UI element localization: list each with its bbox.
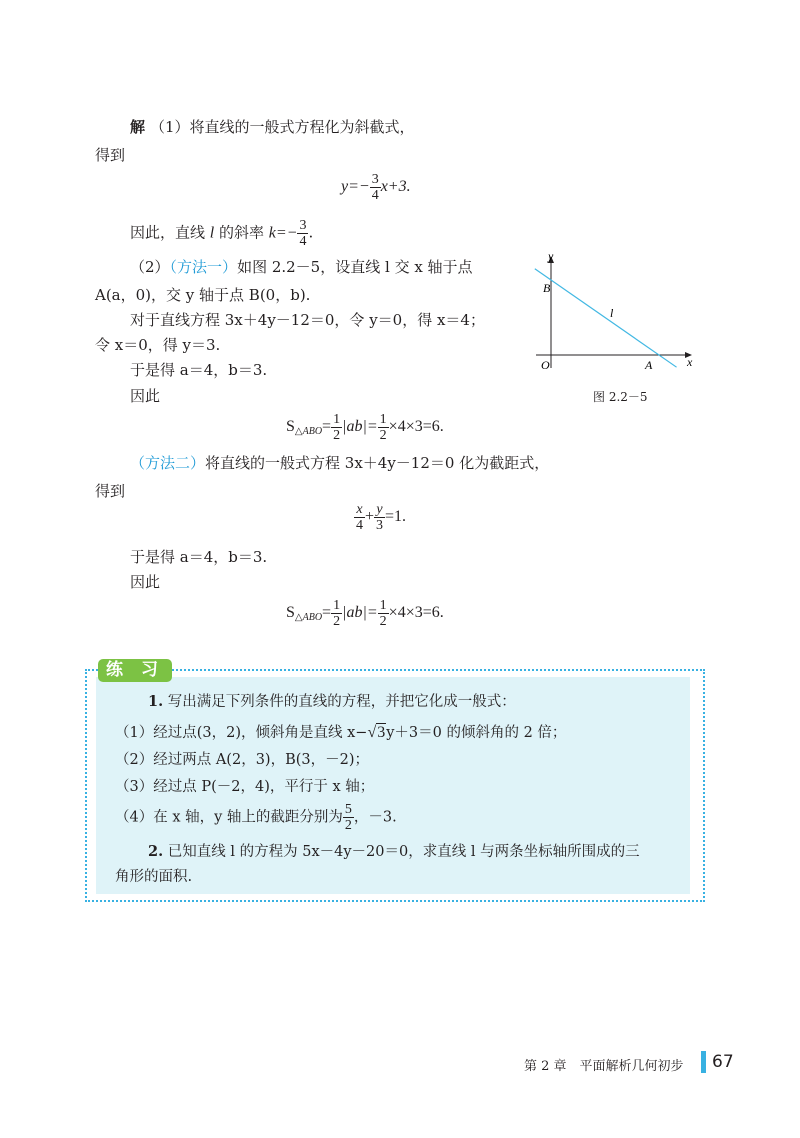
x-axis-label: x (687, 355, 693, 369)
solution-label: 解 (130, 118, 146, 136)
part2-line6: 因此 (130, 387, 161, 405)
area-equation-1: $S_{\triangle ABO}=$ $\frac{1}{2}$ |ab|= $\frac{1}{2}$ ×4×3=6. (286, 412, 444, 443)
exercise-q1-c: （3）经过点 P(－2，4)，平行于 x 轴； (115, 779, 375, 795)
method2-line4: 因此 (130, 573, 161, 591)
exercise-q2-line1: 2. 已知直线 l 的方程为 5x－4y－20＝0，求直线 l 与两条坐标轴所围成的三 (148, 843, 640, 860)
part2-line2: A(a，0)，交 y 轴于点 B(0，b). (95, 286, 311, 304)
part2-line4: 令 x＝0，得 y＝3. (95, 336, 221, 354)
point-a-label: A (645, 358, 653, 372)
figure-caption: 图 2.2－5 (593, 390, 648, 404)
origin-label: O (541, 358, 550, 372)
footer-divider (701, 1051, 706, 1073)
exercise-q1-b: （2）经过两点 A(2，3)，B(3，－2)； (115, 752, 369, 768)
exercise-tag: 练 习 (98, 659, 172, 682)
exercise-q1-d: （4）在 x 轴，y 轴上的截距分别为 $\frac{5}{2}$ ，－3. (115, 802, 397, 833)
method2-line3: 于是得 a＝4，b＝3. (130, 548, 268, 566)
part2-line1: （2）（方法一）如图 2.2－5，设直线 l 交 x 轴于点 (130, 258, 473, 276)
exercise-q1: 1. 写出满足下列条件的直线的方程，并把它化成一般式： (148, 693, 516, 710)
part2-line5: 于是得 a＝4，b＝3. (130, 361, 268, 379)
coordinate-figure (530, 250, 700, 410)
part2-line3: 对于直线方程 3x＋4y－12＝0，令 y＝0，得 x＝4； (130, 311, 485, 329)
page-number: 67 (712, 1052, 734, 1072)
method2-line1: （方法二）将直线的一般式方程 3x＋4y－12＝0 化为截距式， (130, 454, 550, 472)
slope-fraction: $\frac{3}{4}$ (299, 218, 307, 249)
y-axis-label: y (548, 250, 554, 263)
part1-line1: （1）将直线的一般式方程化为斜截式， (150, 118, 415, 136)
exercise-q2-line2: 角形的面积. (115, 869, 193, 885)
line-l-label: l (610, 306, 614, 320)
method1-label: （方法一） (169, 258, 238, 276)
part1-line2: 得到 (95, 146, 126, 164)
line-l (535, 269, 677, 367)
slope-intercept-equation: y=− $\frac{3}{4}$ x+3. (341, 172, 411, 203)
slope-statement: 因此，直线 l 的斜率 k=− $\frac{3}{4}$ . (130, 218, 314, 249)
exercise-q1-a: （1）经过点(3，2)，倾斜角是直线 x−√3y＋3＝0 的倾斜角的 2 倍； (115, 724, 567, 741)
method2-line2: 得到 (95, 482, 126, 500)
chapter-footer: 第 2 章 平面解析几何初步 (524, 1059, 684, 1074)
point-b-label: B (543, 281, 551, 295)
fraction-3-4: $\frac{3}{4}$ (371, 172, 379, 203)
intercept-equation: $\frac{x}{4}$ + $\frac{y}{3}$ =1. (356, 502, 407, 533)
area-equation-2: $S_{\triangle ABO}=$ $\frac{1}{2}$ |ab|= $\frac{1}{2}$ ×4×3=6. (286, 598, 444, 629)
method2-label: （方法二） (130, 454, 206, 472)
